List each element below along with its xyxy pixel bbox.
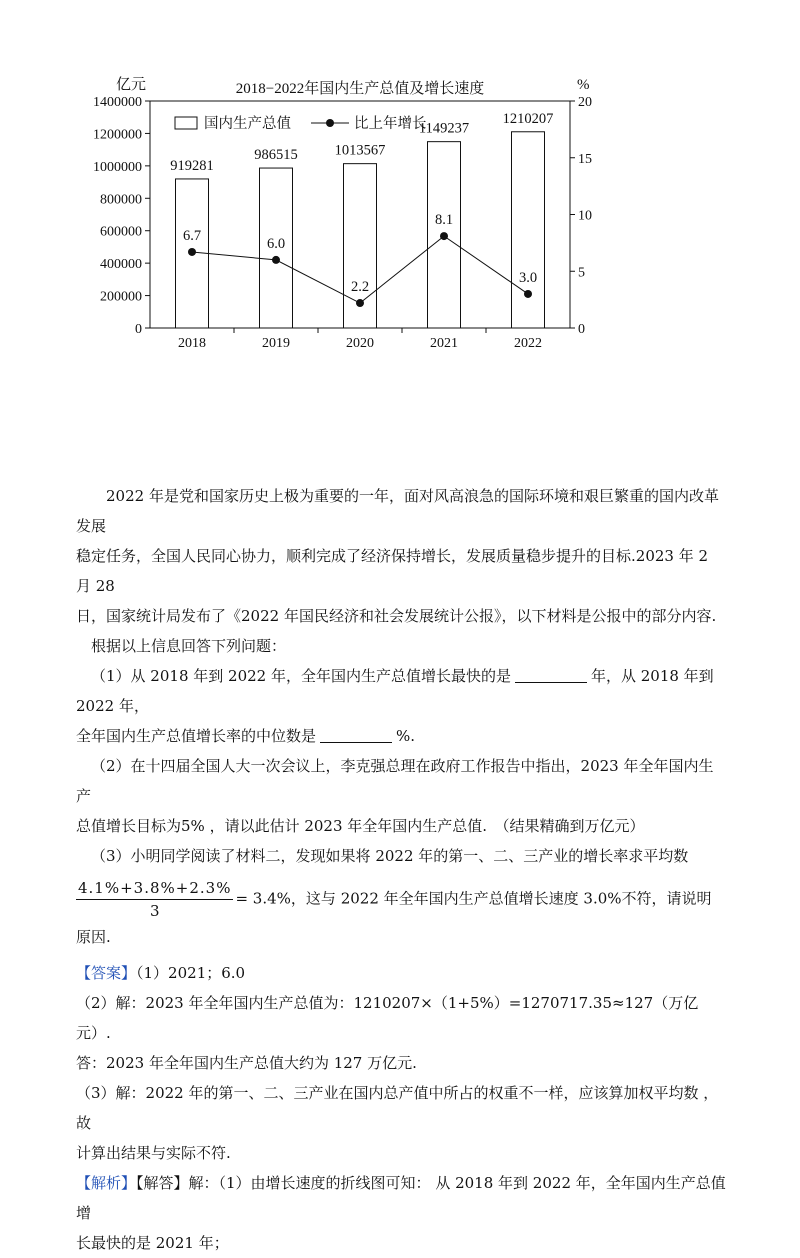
gdp-bar — [512, 132, 545, 328]
q1-text-a: （1）从 2018 年到 2022 年，全年国内生产总值增长最快的是 — [91, 667, 511, 685]
legend — [175, 114, 427, 132]
x-tick-label: 2022 — [514, 336, 542, 351]
left-tick-label: 400000 — [100, 257, 142, 273]
legend-bar-swatch — [175, 117, 197, 129]
growth-point — [272, 256, 280, 264]
answer-3-line-1: （3）解：2022 年的第一、二、三产业在国内总产值中所占的权重不一样，应该算加权平均数 ，故 — [76, 1084, 719, 1132]
answer-blank-1[interactable] — [515, 666, 587, 683]
answer-2: （2）解：2023 年全年国内生产总值为：1210207×（1+5%）=1270717.35≈127（万亿元）. — [76, 994, 699, 1042]
left-axis-unit: 亿元 — [116, 77, 147, 93]
answer-2-conclusion: 答：2023 年全年国内生产总值大约为 127 万亿元. — [76, 1054, 417, 1072]
x-tick-label: 2020 — [346, 336, 374, 351]
growth-label: 8.1 — [434, 212, 454, 229]
growth-label: 3.0 — [518, 269, 538, 286]
x-tick-label: 2018 — [178, 336, 206, 351]
left-tick-label: 1200000 — [93, 127, 142, 143]
right-tick-label: 0 — [578, 322, 585, 337]
intro-line-1: 2022 年是党和国家历史上极为重要的一年，面对风高浪急的国际环境和艰巨繁重的国内改革发展 — [76, 487, 719, 535]
gdp-bar-label: 986515 — [254, 147, 298, 164]
answer-3-line-2: 计算出结果与实际不符. — [76, 1144, 231, 1162]
left-tick-label: 600000 — [100, 224, 142, 240]
left-tick-label: 200000 — [100, 289, 142, 305]
question-2-line-1: （2）在十四届全国人大一次会议上，李克强总理在政府工作报告中指出，2023 年全年国内生产 — [76, 757, 714, 805]
right-axis-unit: % — [577, 77, 590, 93]
legend-line-label: 比上年增长 — [354, 116, 427, 132]
average-fraction — [76, 877, 233, 922]
legend-bar-label: 国内生产总值 — [204, 116, 291, 132]
answer-tag: 【答案】 — [76, 964, 137, 982]
question-1-line-1 — [76, 661, 726, 721]
answer-1: （1）2021；6.0 — [136, 964, 246, 982]
right-tick-label: 20 — [578, 95, 592, 110]
gdp-chart — [0, 0, 800, 360]
intro-line-2: 稳定任务，全国人民同心协力，顺利完成了经济保持增长，发展质量稳步提升的目标.2023 年 2 月 28 — [76, 547, 709, 595]
fraction-result: = 3.4%， — [235, 889, 306, 908]
question-prompt: 根据以上信息回答下列问题： — [91, 637, 287, 655]
gdp-bar-label: 1149237 — [418, 120, 470, 137]
growth-point — [188, 248, 196, 256]
left-tick-label: 0 — [135, 322, 142, 337]
answer-line-1 — [76, 958, 726, 988]
fraction-numerator: 4.1%+3.8%+2.3% — [76, 877, 233, 900]
right-tick-label: 10 — [578, 208, 592, 224]
left-tick-label: 800000 — [100, 192, 142, 208]
plot-area — [93, 95, 592, 351]
right-tick-label: 15 — [578, 151, 592, 167]
growth-point — [524, 290, 532, 298]
gdp-bar-label: 1013567 — [334, 142, 386, 159]
growth-label: 6.7 — [182, 227, 202, 244]
chart-title: 2018−2022年国内生产总值及增长速度 — [235, 81, 485, 97]
question-3-line-1: （3）小明同学阅读了材料二，发现如果将 2022 年的第一、二、三产业的增长率求平均数 — [91, 847, 689, 865]
legend-line-marker — [326, 119, 334, 127]
q1-text-d: %. — [396, 727, 416, 745]
question-3-line-2 — [76, 877, 726, 952]
right-tick-label: 5 — [578, 265, 585, 281]
document-body — [76, 481, 726, 1258]
gdp-bar-label: 919281 — [170, 157, 214, 174]
growth-label: 6.0 — [266, 235, 286, 252]
question-1-line-2 — [76, 721, 726, 751]
question-2-line-2: 总值增长目标为5% ，请以此估计 2023 年全年国内生产总值. （结果精确到万亿元） — [76, 817, 645, 835]
gdp-bar-label: 1210207 — [502, 110, 554, 127]
q3-text-b: 这与 2022 年全年国内生产总值增长速度 3.0%不符，请说明原因. — [76, 889, 712, 946]
q1-text-c: 全年国内生产总值增长率的中位数是 — [76, 727, 317, 745]
analysis-tag: 【解析】 — [76, 1174, 137, 1192]
analysis-text-a: 【解答】解：（1）由增长速度的折线图可知： 从 2018 年到 2022 年，全年国内生产总值增 — [76, 1174, 726, 1222]
analysis-line-1 — [76, 1168, 726, 1228]
analysis-line-2: 长最快的是 2021 年； — [76, 1234, 229, 1252]
q1-text-b: 年，从 2018 年到 2022 年， — [76, 667, 714, 715]
left-tick-label: 1400000 — [93, 95, 142, 110]
fraction-denominator: 3 — [149, 902, 160, 920]
x-tick-label: 2019 — [262, 336, 290, 351]
left-tick-label: 1000000 — [93, 159, 142, 175]
answer-blank-2[interactable] — [320, 726, 392, 743]
intro-line-3: 日，国家统计局发布了《2022 年国民经济和社会发展统计公报》，以下材料是公报中的部分内容. — [76, 607, 717, 625]
growth-label: 2.2 — [350, 279, 370, 296]
growth-point — [356, 299, 364, 307]
growth-point — [440, 232, 448, 240]
x-tick-label: 2021 — [430, 336, 458, 351]
